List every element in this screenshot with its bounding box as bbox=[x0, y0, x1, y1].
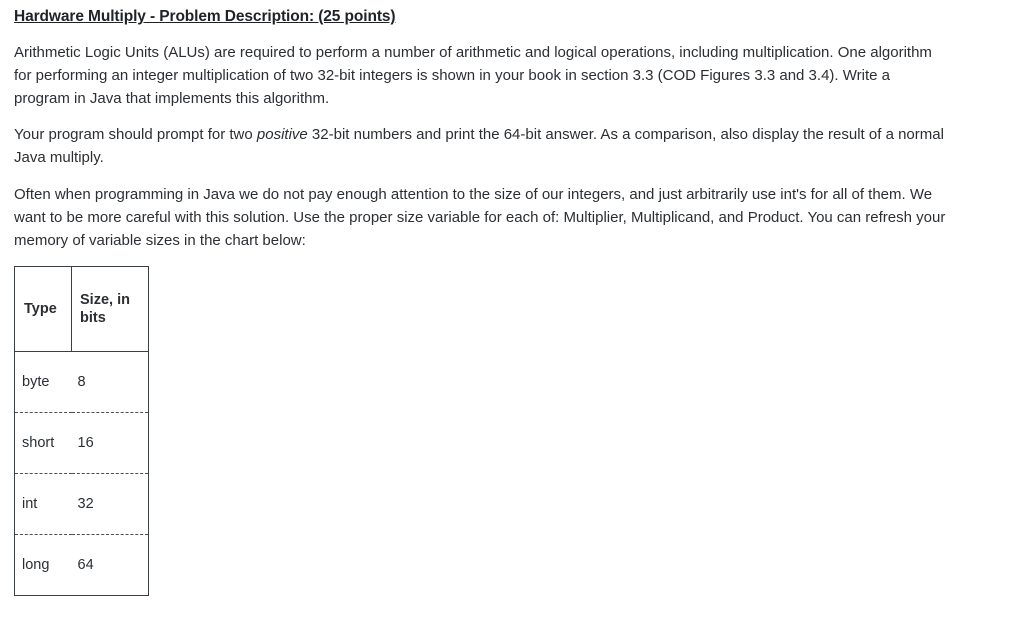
column-header-size-line1: Size, in bbox=[80, 292, 130, 309]
column-header-size-label bbox=[72, 285, 148, 333]
paragraph-prompt bbox=[14, 124, 944, 170]
column-header-size bbox=[72, 267, 149, 352]
cell-type-byte bbox=[15, 352, 72, 413]
cell-type-int-label: int bbox=[22, 496, 38, 513]
cell-size-byte-label: 8 bbox=[77, 374, 86, 391]
cell-size-int-label: 32 bbox=[77, 496, 94, 513]
table-head bbox=[15, 267, 149, 352]
table-row bbox=[15, 535, 149, 596]
paragraph-sizes: Often when programming in Java we do not pay enough attention to the size of our integers, and just arbitrarily use int's for all of them. We want to be more careful with this solution. Use the proper size variable for each of: Multiplier, Multiplicand, and Product. You can refresh your memory of variable sizes in the chart below: bbox=[14, 185, 946, 249]
cell-size-long bbox=[72, 535, 149, 596]
cell-type-long bbox=[15, 535, 72, 596]
page-title: Hardware Multiply - Problem Description: (25 points) bbox=[14, 8, 396, 25]
column-header-type bbox=[15, 267, 72, 352]
cell-size-short-label: 16 bbox=[77, 435, 94, 452]
column-header-type-label: Type bbox=[24, 301, 57, 318]
table-body bbox=[15, 352, 149, 596]
table-row bbox=[15, 413, 149, 474]
paragraph-prompt-part1: Your program should prompt for two bbox=[14, 126, 257, 144]
paragraph-prompt-part2: 32-bit numbers and print the 64-bit answer. As a comparison, also display the result of a normal Java multiply. bbox=[14, 126, 944, 167]
table-header-row bbox=[15, 267, 149, 352]
table-row bbox=[15, 474, 149, 535]
paragraph-intro: Arithmetic Logic Units (ALUs) are required to perform a number of arithmetic and logical operations, including multiplication. One algorithm for performing an integer multiplication of two 32-bit integers is shown in your book in section 3.3 (COD Figures 3.3 and 3.4). Write a program in Java that implements this algorithm. bbox=[14, 44, 932, 107]
column-header-size-line2: bits bbox=[80, 310, 106, 327]
cell-type-byte-label: byte bbox=[22, 374, 50, 391]
cell-size-byte bbox=[72, 352, 149, 413]
cell-type-long-label: long bbox=[22, 557, 50, 574]
cell-size-short bbox=[72, 413, 149, 474]
cell-type-int bbox=[15, 474, 72, 535]
table-row bbox=[15, 352, 149, 413]
cell-type-short bbox=[15, 413, 72, 474]
cell-size-int bbox=[72, 474, 149, 535]
cell-size-long-label: 64 bbox=[77, 557, 94, 574]
paragraph-prompt-emphasis: positive bbox=[256, 126, 308, 144]
variable-sizes-table bbox=[14, 266, 149, 596]
cell-type-short-label: short bbox=[22, 435, 55, 452]
